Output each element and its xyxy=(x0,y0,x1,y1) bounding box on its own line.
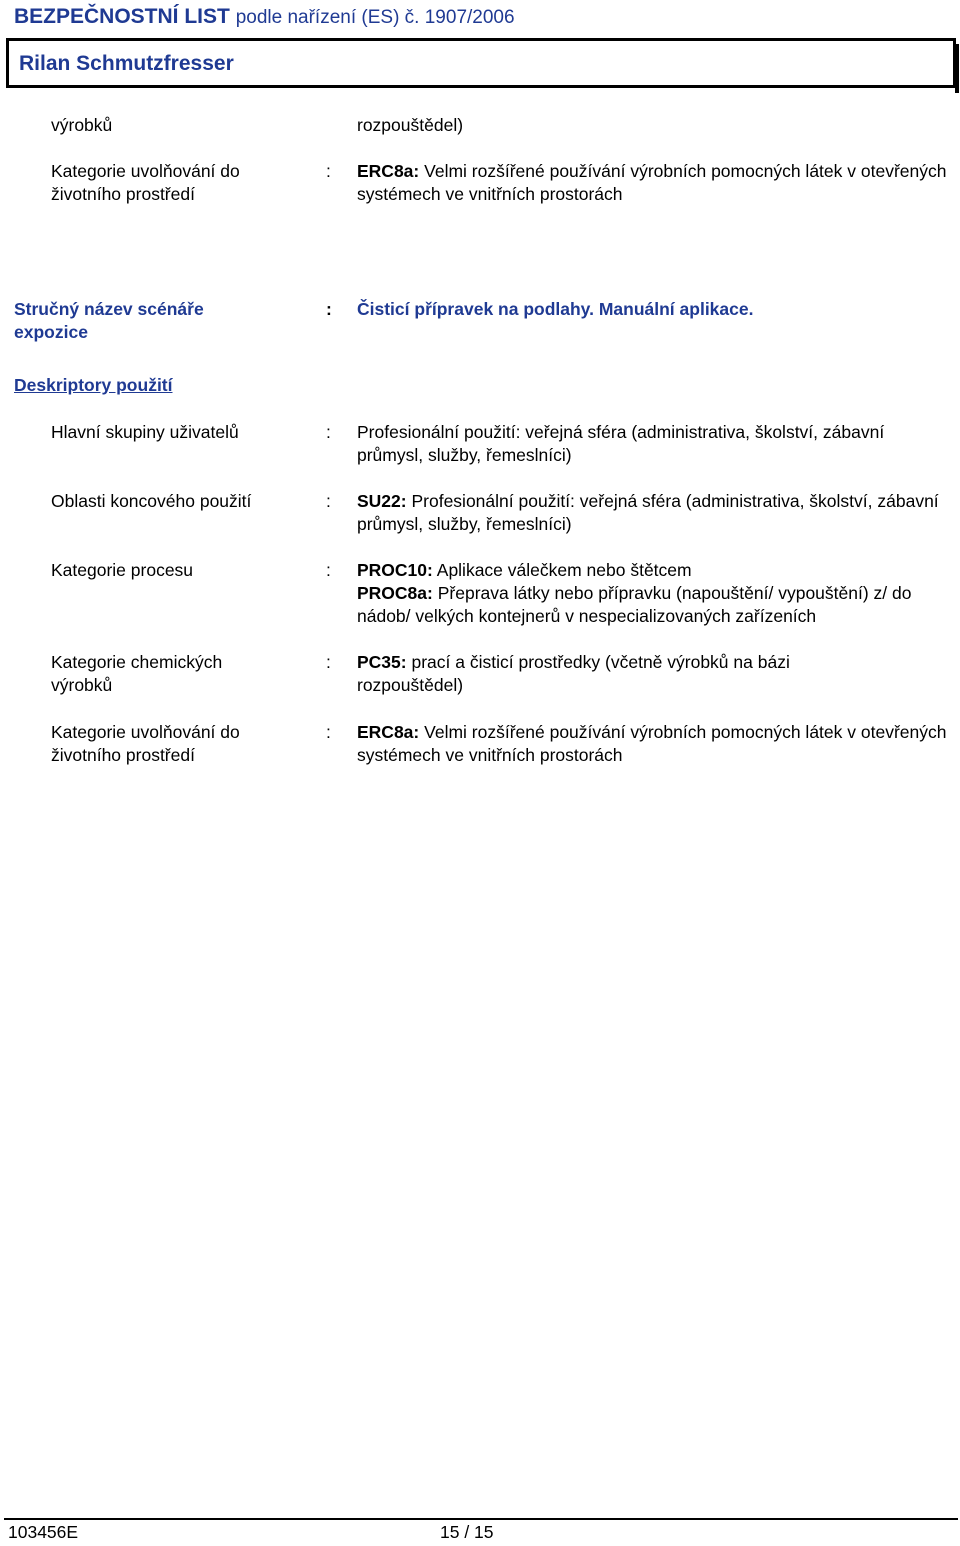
proc10-line xyxy=(357,559,947,582)
descriptor-colon: : xyxy=(326,722,331,742)
scenario-colon: : xyxy=(326,299,332,319)
descriptor-value-process xyxy=(357,559,947,628)
descriptors-heading: Deskriptory použití xyxy=(14,375,173,395)
descriptor-value-end-use xyxy=(357,490,947,536)
product-bar-shadow xyxy=(955,44,959,93)
release-category-label: Kategorie uvolňování do životního prostředí xyxy=(51,161,240,204)
descriptor-colon: : xyxy=(326,652,331,672)
proc8a-text: Přeprava látky nebo přípravku (napouštění/ vypouštění) z/ do nádob/ velkých kontejnerů v nespecializovaných zařízeních xyxy=(357,583,912,626)
scenario-value: Čisticí přípravek na podlahy. Manuální aplikace. xyxy=(357,299,754,319)
continued-label-tail: výrobků xyxy=(51,115,113,135)
descriptor-label-user-groups: Hlavní skupiny uživatelů xyxy=(51,422,239,442)
page-number: 15 / 15 xyxy=(440,1522,494,1542)
footer-divider xyxy=(4,1518,958,1520)
descriptor-colon: : xyxy=(326,422,331,442)
proc10-text: Aplikace válečkem nebo štětcem xyxy=(436,560,692,580)
pc-code: PC35: xyxy=(357,652,407,672)
descriptor-colon: : xyxy=(326,491,331,511)
product-name: Rilan Schmutzfresser xyxy=(19,52,234,75)
pc-text: prací a čisticí prostředky (včetně výrobků na bázi rozpouštědel) xyxy=(357,652,790,695)
release-category-code: ERC8a: xyxy=(357,161,420,181)
document-title-text: BEZPEČNOSTNÍ LIST xyxy=(14,5,230,28)
su-text: Profesionální použití: veřejná sféra (administrativa, školství, zábavní průmysl, služby, řemeslníci) xyxy=(357,491,939,534)
proc8a-code: PROC8a: xyxy=(357,583,433,603)
proc8a-line xyxy=(357,582,947,628)
erc-text: Velmi rozšířené používání výrobních pomocných látek v otevřených systémech ve vnitřních prostorách xyxy=(357,722,947,765)
descriptor-value-user-groups: Profesionální použití: veřejná sféra (administrativa, školství, zábavní průmysl, služby, řemeslníci) xyxy=(357,422,885,465)
product-name-bar xyxy=(6,38,956,88)
descriptor-colon: : xyxy=(326,560,331,580)
scenario-label: Stručný název scénáře expozice xyxy=(14,299,204,342)
proc10-code: PROC10: xyxy=(357,560,433,580)
document-title xyxy=(14,4,515,31)
regulation-reference: podle nařízení (ES) č. 1907/2006 xyxy=(235,7,515,28)
release-category-text: Velmi rozšířené používání výrobních pomocných látek v otevřených systémech ve vnitřních prostorách xyxy=(357,161,947,204)
descriptor-label-release: Kategorie uvolňování do životního prostředí xyxy=(51,722,240,765)
release-category-colon: : xyxy=(326,161,331,181)
descriptor-label-process: Kategorie procesu xyxy=(51,560,194,580)
release-category-value xyxy=(357,160,947,206)
descriptor-value-release xyxy=(357,721,947,767)
descriptor-value-chemical-products xyxy=(357,651,877,697)
su-code: SU22: xyxy=(357,491,407,511)
document-code: 103456E xyxy=(8,1522,79,1542)
descriptor-label-end-use: Oblasti koncového použití xyxy=(51,491,252,511)
descriptor-label-chemical-products: Kategorie chemických výrobků xyxy=(51,652,223,695)
continued-value-tail: rozpouštědel) xyxy=(357,115,464,135)
erc-code: ERC8a: xyxy=(357,722,420,742)
